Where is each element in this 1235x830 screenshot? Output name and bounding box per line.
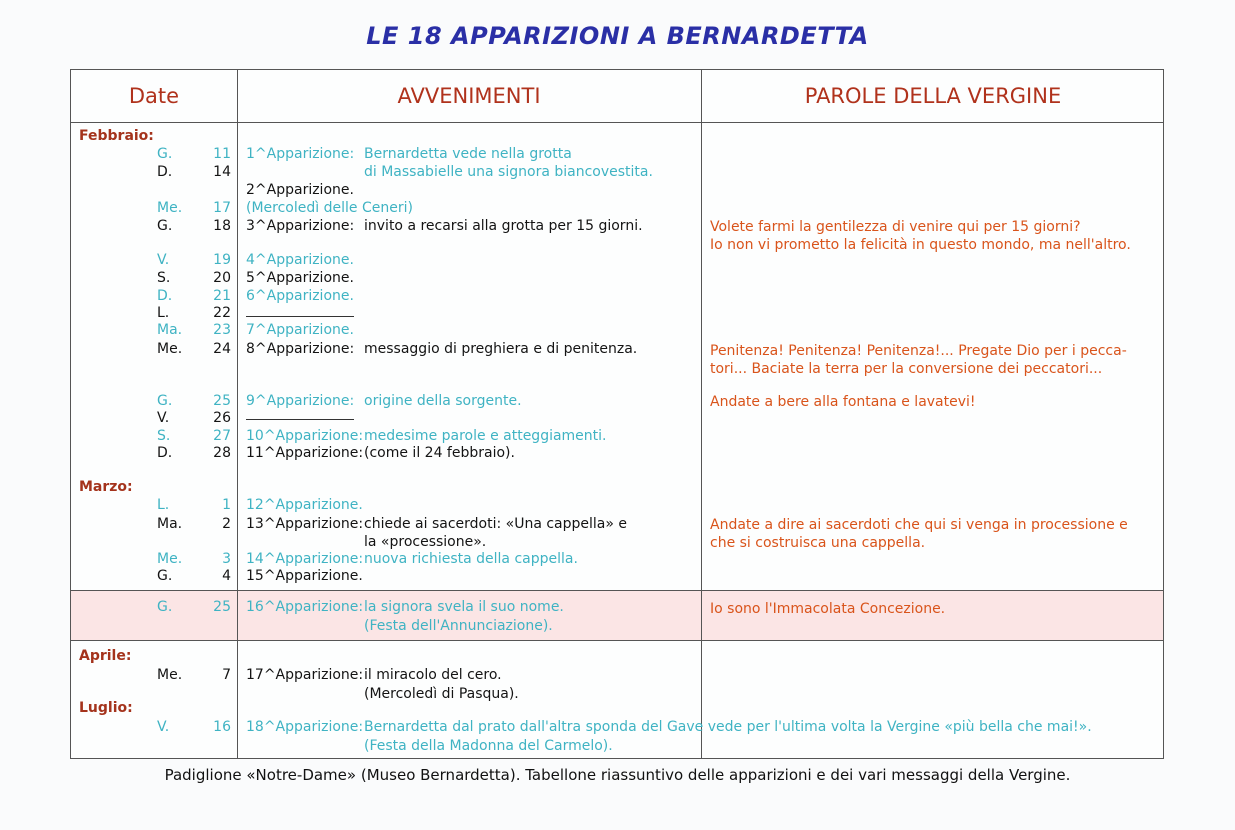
empty-entry-line <box>246 419 354 420</box>
day-abbr: S. <box>157 428 171 444</box>
day-abbr: D. <box>157 288 173 304</box>
event-description: la «processione». <box>364 534 487 550</box>
month-label: Febbraio: <box>79 128 154 144</box>
row-divider-1 <box>71 590 1163 591</box>
apparition-label: 11^Apparizione: <box>246 445 364 461</box>
apparitions-table <box>70 69 1164 759</box>
virgin-words: Io non vi prometto la felicità in questo mondo, ma nell'altro. <box>710 237 1131 253</box>
apparition-label: 17^Apparizione: <box>246 667 364 683</box>
virgin-words: Andate a bere alla fontana e lavatevi! <box>710 394 976 410</box>
event-description: (Mercoledì di Pasqua). <box>364 686 519 702</box>
caption: Padiglione «Notre-Dame» (Museo Bernardetta). Tabellone riassuntivo delle apparizioni e dei vari messaggi della Vergine. <box>164 766 1071 784</box>
event-description: chiede ai sacerdoti: «Una cappella» e <box>364 516 627 532</box>
day-abbr: Ma. <box>157 322 183 338</box>
apparition-label: 8^Apparizione: <box>246 341 355 357</box>
day-number: 1 <box>222 497 231 513</box>
day-number: 11 <box>213 146 231 162</box>
event-description: di Massabielle una signora biancovestita. <box>364 164 653 180</box>
day-number: 24 <box>213 341 231 357</box>
day-number: 28 <box>213 445 231 461</box>
day-abbr: S. <box>157 270 171 286</box>
day-abbr: G. <box>157 599 173 615</box>
day-number: 4 <box>222 568 231 584</box>
day-abbr: Ma. <box>157 516 183 532</box>
day-number: 16 <box>213 719 231 735</box>
day-number: 7 <box>222 667 231 683</box>
month-label: Marzo: <box>79 479 133 495</box>
event-description: (come il 24 febbraio). <box>364 445 515 461</box>
day-number: 19 <box>213 252 231 268</box>
day-abbr: D. <box>157 164 173 180</box>
day-abbr: G. <box>157 146 173 162</box>
event-description: il miracolo del cero. <box>364 667 502 683</box>
day-number: 21 <box>213 288 231 304</box>
apparition-label: 7^Apparizione. <box>246 322 354 338</box>
day-number: 23 <box>213 322 231 338</box>
header-date: Date <box>128 84 180 108</box>
event-description: Bernardetta vede nella grotta <box>364 146 572 162</box>
apparition-label: 13^Apparizione: <box>246 516 364 532</box>
apparition-label: 4^Apparizione. <box>246 252 354 268</box>
event-description: medesime parole e atteggiamenti. <box>364 428 607 444</box>
day-number: 25 <box>213 393 231 409</box>
event-description: invito a recarsi alla grotta per 15 giorni. <box>364 218 643 234</box>
day-abbr: D. <box>157 445 173 461</box>
day-number: 2 <box>222 516 231 532</box>
day-abbr: V. <box>157 410 170 426</box>
day-abbr: G. <box>157 568 173 584</box>
day-abbr: Me. <box>157 667 183 683</box>
event-description: (Festa della Madonna del Carmelo). <box>364 738 613 754</box>
day-abbr: G. <box>157 393 173 409</box>
virgin-words: che si costruisca una cappella. <box>710 535 926 551</box>
apparition-label: 12^Apparizione. <box>246 497 363 513</box>
month-label: Luglio: <box>79 700 133 716</box>
day-abbr: Me. <box>157 341 183 357</box>
column-divider-1 <box>237 70 238 758</box>
event-description: Bernardetta dal prato dall'altra sponda del Gave vede per l'ultima volta la Vergine «più bella che mai!». <box>364 719 1092 735</box>
day-number: 22 <box>213 305 231 321</box>
highlight-row-march-25 <box>71 590 1163 640</box>
apparition-label: 14^Apparizione: <box>246 551 364 567</box>
day-number: 20 <box>213 270 231 286</box>
day-number: 25 <box>213 599 231 615</box>
day-number: 3 <box>222 551 231 567</box>
apparition-label: 6^Apparizione. <box>246 288 354 304</box>
virgin-words: Andate a dire ai sacerdoti che qui si venga in processione e <box>710 517 1128 533</box>
event-description: la signora svela il suo nome. <box>364 599 564 615</box>
virgin-words: Penitenza! Penitenza! Penitenza!... Pregate Dio per i pecca- <box>710 343 1127 359</box>
apparition-label: 3^Apparizione: <box>246 218 355 234</box>
apparition-label: 16^Apparizione: <box>246 599 364 615</box>
month-label: Aprile: <box>79 648 132 664</box>
apparition-label: 15^Apparizione. <box>246 568 363 584</box>
day-abbr: V. <box>157 252 170 268</box>
day-abbr: G. <box>157 218 173 234</box>
event-description: nuova richiesta della cappella. <box>364 551 578 567</box>
row-divider-2 <box>71 640 1163 641</box>
day-abbr: Me. <box>157 200 183 216</box>
event-description: origine della sorgente. <box>364 393 522 409</box>
empty-entry-line <box>246 316 354 317</box>
day-number: 14 <box>213 164 231 180</box>
day-number: 18 <box>213 218 231 234</box>
page-title: LE 18 APPARIZIONI A BERNARDETTA <box>366 22 869 50</box>
day-abbr: L. <box>157 497 170 513</box>
event-description: (Festa dell'Annunciazione). <box>364 618 553 634</box>
apparition-label: (Mercoledì delle Ceneri) <box>246 200 413 216</box>
apparition-label: 5^Apparizione. <box>246 270 354 286</box>
virgin-words: Io sono l'Immacolata Concezione. <box>710 601 946 617</box>
header-events: AVVENIMENTI <box>397 84 541 108</box>
virgin-words: tori... Baciate la terra per la conversione dei peccatori... <box>710 361 1103 377</box>
virgin-words: Volete farmi la gentilezza di venire qui per 15 giorni? <box>710 219 1081 235</box>
apparition-label: 10^Apparizione: <box>246 428 364 444</box>
day-abbr: V. <box>157 719 170 735</box>
apparition-label: 18^Apparizione: <box>246 719 364 735</box>
apparition-label: 2^Apparizione. <box>246 182 354 198</box>
header-divider <box>71 122 1163 123</box>
apparition-label: 1^Apparizione: <box>246 146 355 162</box>
day-abbr: Me. <box>157 551 183 567</box>
day-abbr: L. <box>157 305 170 321</box>
day-number: 27 <box>213 428 231 444</box>
day-number: 26 <box>213 410 231 426</box>
day-number: 17 <box>213 200 231 216</box>
column-divider-2 <box>701 70 702 758</box>
header-words: PAROLE DELLA VERGINE <box>804 84 1062 108</box>
apparition-label: 9^Apparizione: <box>246 393 355 409</box>
event-description: messaggio di preghiera e di penitenza. <box>364 341 638 357</box>
